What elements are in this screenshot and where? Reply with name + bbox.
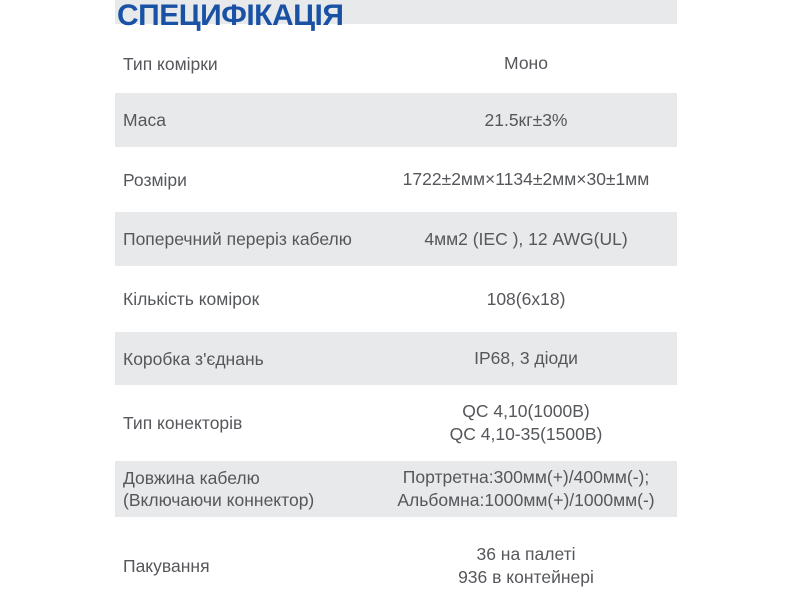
spec-label-line: Кількість комірок (123, 289, 260, 309)
spec-label (115, 412, 375, 434)
spec-value-line: 21.5кг±3% (484, 109, 568, 130)
spec-table (115, 34, 677, 600)
spec-label-line: Поперечний переріз кабелю (123, 229, 352, 249)
spec-value-line: 936 в контейнері (458, 566, 594, 587)
spec-label-line: Тип комірки (123, 53, 218, 74)
spec-value (375, 347, 677, 370)
spec-row (115, 93, 677, 147)
spec-row (115, 212, 677, 266)
spec-value-line: Моно (504, 53, 548, 73)
spec-value-line: IP68, 3 діоди (474, 348, 578, 368)
spec-label-line: Коробка з'єднань (123, 348, 264, 369)
spec-value-line: 1722±2мм×1134±2мм×30±1мм (402, 169, 650, 189)
spec-value (375, 288, 677, 311)
spec-value-line: 108(6x18) (486, 288, 566, 309)
spec-label (115, 109, 375, 131)
spec-value-line: QC 4,10(1000В) (462, 401, 590, 421)
spec-label-line: Тип конекторів (123, 413, 243, 433)
spec-row (115, 385, 677, 461)
spec-row (115, 266, 677, 332)
spec-value-line: 4мм2 (IEC ), 12 AWG(UL) (424, 228, 628, 249)
spec-row (115, 332, 677, 385)
spec-value (375, 400, 677, 446)
spec-label-line: (Включаючи коннектор) (123, 490, 315, 510)
spec-value (375, 52, 677, 75)
spec-label-line: Довжина кабелю (123, 468, 260, 488)
spec-label (115, 53, 375, 75)
spec-value (375, 228, 677, 251)
spec-label (115, 288, 375, 310)
spec-label (115, 169, 375, 191)
spec-row (115, 461, 677, 517)
spec-label-line: Розміри (123, 169, 187, 190)
spec-label (115, 228, 375, 250)
spec-value (375, 109, 677, 132)
spec-value-line: 36 на палеті (476, 543, 576, 564)
spec-label (115, 467, 375, 511)
spec-value (375, 168, 677, 191)
spec-row (115, 517, 677, 600)
spec-value-line: Портретна:300мм(+)/400мм(-); (402, 467, 650, 487)
spec-value-line: Альбомна:1000мм(+)/1000мм(-) (397, 490, 655, 510)
spec-label-line: Пакування (123, 555, 210, 576)
spec-value (375, 466, 677, 512)
spec-row (115, 34, 677, 93)
spec-value (375, 543, 677, 589)
spec-row (115, 147, 677, 212)
spec-label-line: Маса (123, 110, 166, 130)
spec-value-line: QC 4,10-35(1500В) (449, 424, 603, 444)
page-title: СПЕЦИФІКАЦІЯ (117, 0, 344, 32)
spec-label (115, 555, 375, 577)
spec-label (115, 348, 375, 370)
